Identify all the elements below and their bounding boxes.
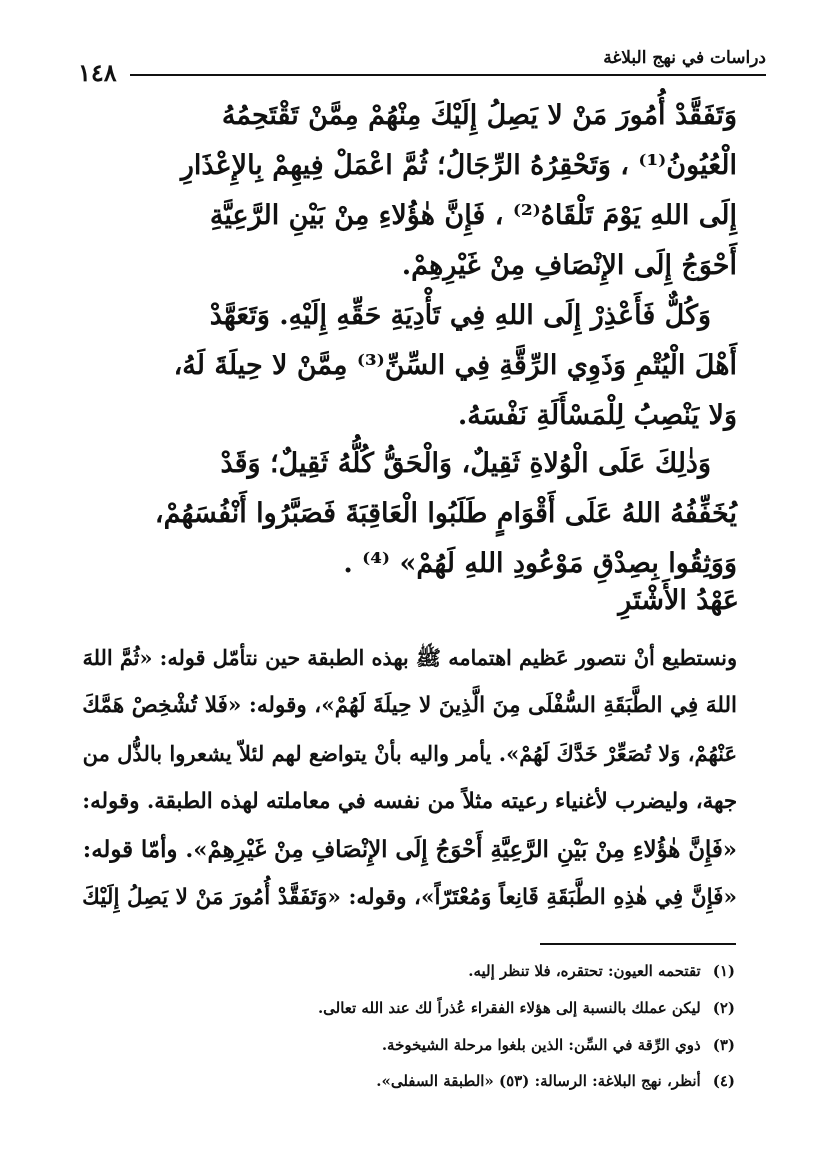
body-line: «فَإِنَّ فِي هٰذِهِ الطَّبَقَةِ قَانِعاً وَمُعْتَرّاً»، وقوله: «وَتَفَقَّدْ أُمُورَ مَنْ لا يَصِلُ إِلَيْكَ — [82, 885, 737, 910]
footnote-text: ليكن عملك بالنسبة إلى هؤلاء الفقراء عُذراً لك عند الله تعالى. — [317, 999, 701, 1017]
quote-line: وَذٰلِكَ عَلَى الْوُلاةِ ثَقِيلٌ، وَالْحَقُّ كُلُّهُ ثَقِيلٌ؛ وَقَدْ — [220, 448, 711, 479]
body-line: «فَإِنَّ هٰؤُلاءِ مِنْ بَيْنِ الرَّعِيَّةِ أَحْوَجُ إِلَى الإِنْصَافِ مِنْ غَيْرِهِمْ». وأمّا قوله: — [82, 837, 737, 863]
page-header — [70, 44, 766, 87]
footnote-number: (١) — [712, 962, 735, 980]
body-line: عَنْهُمْ، وَلا تُصَعِّرْ خَدَّكَ لَهُمْ». يأمر واليه بأنْ يتواضع لهم لئلاّ يشعروا بالذُّل من — [82, 741, 737, 766]
page-number: ١٤٨ — [78, 58, 117, 87]
footnote-text: أنظر، نهج البلاغة: الرسالة: (٥٣) «الطبقة السفلى». — [376, 1072, 701, 1090]
quote-line: وَكُلٌّ فَأَعْذِرْ إِلَى اللهِ فِي تَأْدِيَةِ حَقِّهِ إِلَيْهِ. وَتَعَهَّدْ — [209, 300, 711, 331]
footnote — [468, 962, 735, 980]
section-heading: عَهْدُ الأَشْتَرِ — [618, 585, 739, 616]
quote-line: وَوَثِقُوا بِصِدْقِ مَوْعُودِ اللهِ لَهُمْ» ⁽⁴⁾ . — [343, 548, 737, 579]
quote-line: وَتَفَقَّدْ أُمُورَ مَنْ لا يَصِلُ إِلَيْكَ مِنْهُمْ مِمَّنْ تَقْتَحِمُهُ — [221, 100, 737, 131]
footnote — [318, 999, 735, 1017]
footnote-number: (٤) — [712, 1072, 735, 1090]
quote-line: أَهْلَ الْيُتْمِ وَذَوِي الرِّقَّةِ فِي السِّنِّ⁽³⁾ مِمَّنْ لا حِيلَةَ لَهُ، — [173, 350, 737, 381]
running-title: دراسات في نهج البلاغة — [603, 48, 766, 68]
body-line: جهة، وليضرب لأغنياء رعيته مثلاً من نفسه في معاملته لهذه الطبقة. وقوله: — [82, 789, 737, 814]
body-line: ونستطيع أنْ نتصور عَظيم اهتمامه ﷺ بهذه الطبقة حين نتأمّل قوله: «ثُمَّ اللهَ — [82, 645, 737, 670]
quote-line: أَحْوَجُ إِلَى الإِنْصَافِ مِنْ غَيْرِهِمْ. — [401, 250, 737, 281]
footnote-rule — [540, 943, 736, 945]
quote-line: يُخَفِّفُهُ اللهُ عَلَى أَقْوَامٍ طَلَبُوا الْعَاقِبَةَ فَصَبَّرُوا أَنْفُسَهُمْ، — [154, 498, 737, 529]
quote-line: الْعُيُونُ⁽¹⁾ ، وَتَحْقِرُهُ الرِّجَالُ؛ ثُمَّ اعْمَلْ فِيهِمْ بِالإِعْذَارِ — [180, 150, 737, 181]
footnote-text: ذوي الرِّقة في السِّن: الذين بلغوا مرحلة الشيخوخة. — [381, 1036, 701, 1054]
header-rule — [130, 74, 766, 76]
quote-line: وَلا يَنْصِبُ لِلْمَسْأَلَةِ نَفْسَهُ. — [457, 400, 737, 431]
footnote-number: (٣) — [712, 1036, 735, 1054]
footnote-number: (٢) — [712, 999, 735, 1017]
footnote — [376, 1072, 735, 1090]
footnote — [382, 1036, 735, 1054]
quote-line: إِلَى اللهِ يَوْمَ تَلْقَاهُ⁽²⁾ ، فَإِنَّ هٰؤُلاءِ مِنْ بَيْنِ الرَّعِيَّةِ — [209, 200, 737, 231]
body-line: اللهَ فِي الطَّبَقَةِ السُّفْلَى مِنَ الَّذِينَ لا حِيلَةَ لَهُمْ»، وقوله: «فَلا تُشْخِصْ هَمَّكَ — [82, 693, 737, 718]
footnote-text: تقتحمه العيون: تحتقره، فلا تنظر إليه. — [468, 962, 701, 980]
